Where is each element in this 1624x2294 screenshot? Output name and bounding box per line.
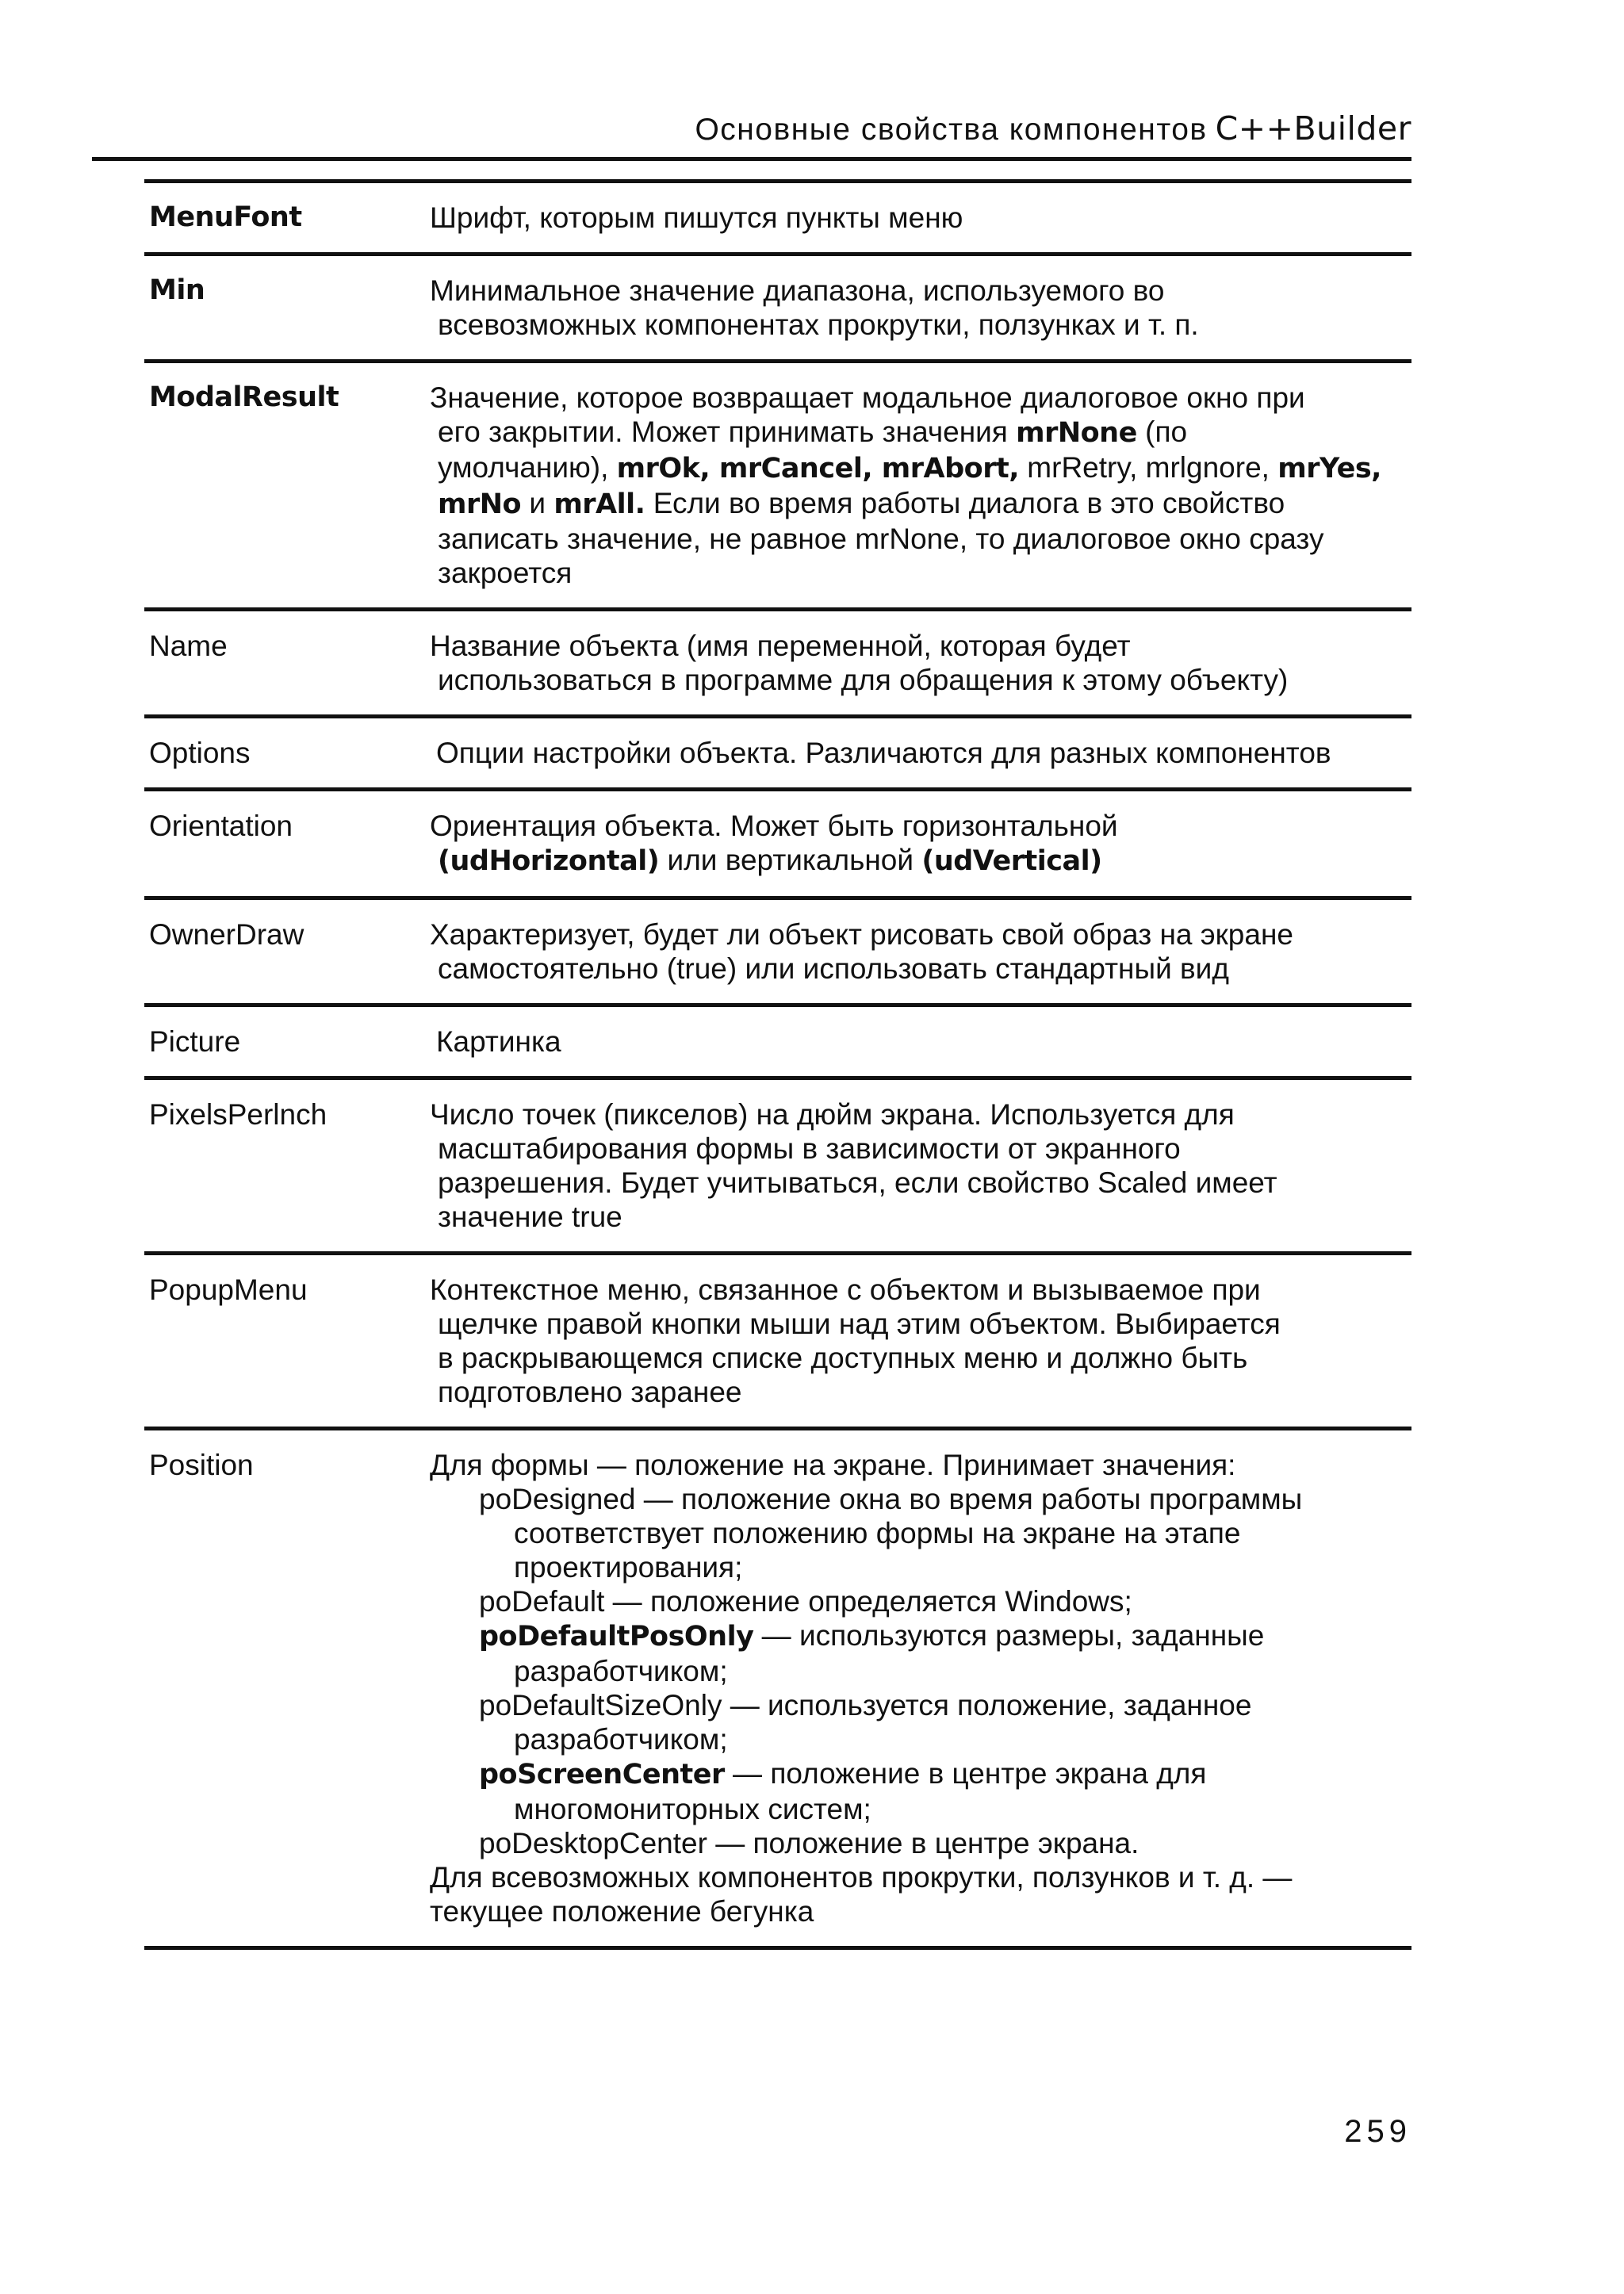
table-row bbox=[144, 1003, 1411, 1076]
position-option: poDesktopCenter — положение в центре экрана. bbox=[479, 1827, 1139, 1859]
property-description: Название объекта (имя переменной, которая будет использоваться в программе для обращения к этому объекту) bbox=[430, 630, 1289, 696]
table-row bbox=[144, 896, 1411, 1003]
header-product: C++Builder bbox=[1215, 109, 1411, 147]
position-option: poDesigned — положение окна во время работы программы соответствует положению формы на экране на этапе проектирования; bbox=[479, 1483, 1303, 1584]
property-description: Шрифт, которым пишутся пункты меню bbox=[430, 201, 963, 234]
position-option: poDefaultSizeOnly — используется положение, заданное разработчиком; bbox=[479, 1689, 1252, 1756]
property-name: Min bbox=[149, 274, 205, 306]
property-name: Name bbox=[149, 630, 228, 662]
table-row bbox=[144, 252, 1411, 359]
property-name: Orientation bbox=[149, 810, 293, 842]
property-description: Картинка bbox=[436, 1025, 561, 1058]
table-row bbox=[144, 607, 1411, 714]
table-row bbox=[144, 714, 1411, 787]
table-row bbox=[144, 1427, 1411, 1950]
property-name: PopupMenu bbox=[149, 1273, 308, 1306]
properties-table bbox=[144, 179, 1411, 1950]
property-name: Options bbox=[149, 737, 251, 769]
table-row bbox=[144, 359, 1411, 607]
property-description: Ориентация объекта. Может быть горизонтальной (udHorizontal) или вертикальной (udVertical) bbox=[430, 810, 1118, 877]
property-description: Характеризует, будет ли объект рисовать свой образ на экране самостоятельно (true) или использовать стандартный вид bbox=[430, 918, 1293, 985]
property-description: Минимальное значение диапазона, используемого во всевозможных компонентах прокрутки, ползунках и т. п. bbox=[430, 274, 1199, 341]
table-row bbox=[144, 787, 1411, 896]
running-header bbox=[92, 109, 1411, 162]
property-name: Position bbox=[149, 1449, 254, 1481]
property-name: Picture bbox=[149, 1025, 241, 1058]
page-number: 259 bbox=[1344, 2114, 1411, 2149]
property-description: Значение, которое возвращает модальное диалоговое окно при его закрытии. Может принимать значения mrNone (по умолчанию), mrOk, mrCancel, mrAbort, mrRetry, mrlgnore, mrYes, mrNo и mrAll. Если во время работы диалога в это свойство записать значение, не равное mrNone, то диалоговое окно сразу закроется bbox=[430, 381, 1381, 589]
table-row bbox=[144, 1076, 1411, 1251]
property-name: PixelsPerlnch bbox=[149, 1098, 327, 1131]
property-description: Опции настройки объекта. Различаются для разных компонентов bbox=[436, 737, 1331, 769]
position-option: poScreenCenter — положение в центре экрана для многомониторных систем; bbox=[479, 1757, 1207, 1825]
property-description: Для формы — положение на экране. Принимает значения: poDesigned — положение окна во время работы программы соответствует положению формы на экране на этапе проектирования; poDefault — положение определяется Windows; poDefaultPosOnly — используются размеры, заданные разработчиком; poDefaultSizeOnly — используется положение, заданное разработчиком; poScreenCenter — положение в центре экрана для многомониторных систем; poDesktopCenter — положение в центре экрана. Для всевозможных компонентов прокрутки, ползунков и т. д. — текущее положение бегунка bbox=[430, 1448, 1405, 1928]
table-row bbox=[144, 1251, 1411, 1427]
property-name: ModalResult bbox=[149, 381, 339, 413]
position-option: poDefaultPosOnly — используются размеры, заданные разработчиком; bbox=[479, 1619, 1265, 1687]
property-description: Число точек (пикселов) на дюйм экрана. Используется для масштабирования формы в зависимости от экранного разрешения. Будет учитываться, если свойство Scaled имеет значение true bbox=[430, 1098, 1277, 1233]
property-description: Контекстное меню, связанное с объектом и вызываемое при щелчке правой кнопки мыши над этим объектом. Выбирается в раскрывающемся списке доступных меню и должно быть подготовлено заранее bbox=[430, 1273, 1281, 1408]
property-name: OwnerDraw bbox=[149, 918, 304, 951]
table-row bbox=[144, 179, 1411, 252]
header-title: Основные свойства компонентов bbox=[695, 113, 1208, 147]
position-option: poDefault — положение определяется Windows; bbox=[479, 1585, 1132, 1618]
header-rule bbox=[92, 157, 1411, 161]
property-name: MenuFont bbox=[149, 201, 302, 233]
